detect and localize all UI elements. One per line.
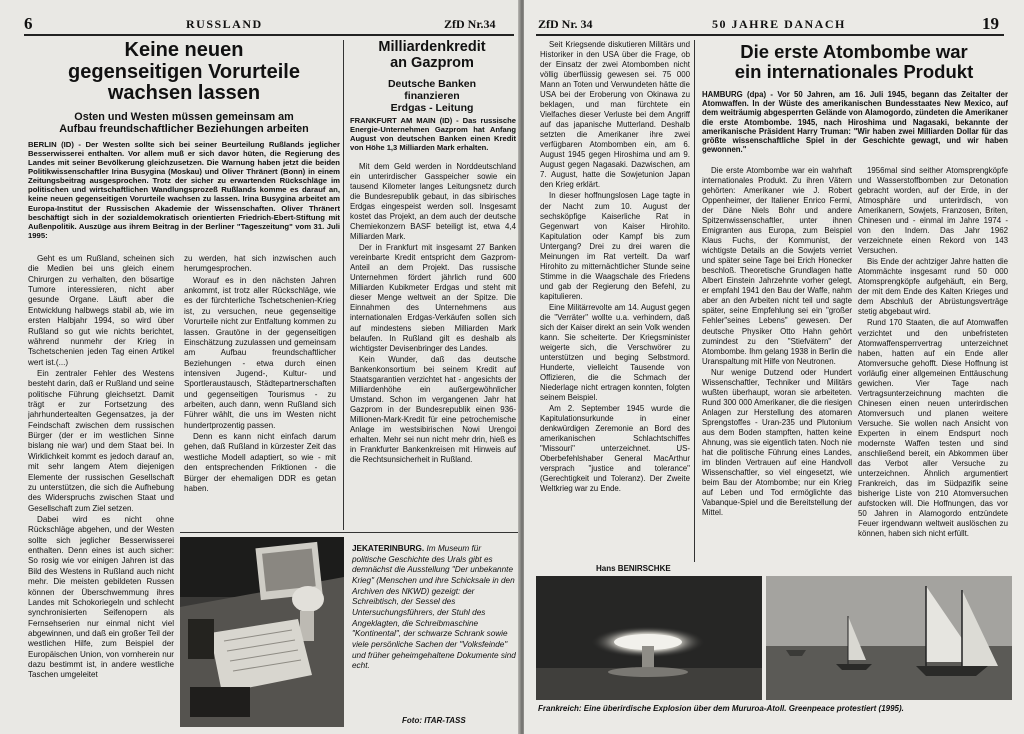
column-divider xyxy=(694,40,695,562)
paragraph: Kein Wunder, daß das deutsche Bankenkonsortium bei seinem Kredit auf Staatsgarantien verzichtet hat - angesichts der Milliardenhöhe ein außergewöhnlicher Umstand. Schon im vergangenen Jahr hat Gazprom in der Bundesrepublik einen 936-Millionen-Mark-Kredit für eine petrochemische Anlage im westsibirischen Nowi Urengoi erhalten. Mehr sei nun nicht mehr drin, hieß es in Frankfurter Bankenkreisen mit Hinweis auf die Rechtsunsicherheit in Rußland. xyxy=(350,354,516,464)
photo-top-rule xyxy=(180,532,518,533)
paragraph: Rund 170 Staaten, die auf Atomwaffen verzichtet und den unbefristeten Atomwaffensperrvertrag unterzeichnet haben, hatten auf ein Ende aller Atomversuche gehofft. Diese Hoffnung ist vorläufig einer allgemeinen Enttäuschung gewichen. Vier Tage nach Vertragsunterzeichnung machten die Chinesen einen neuen unterirdischen Atomversuch und planen weitere Versuche. Sie wollen nach Ansicht von Experten in einem Endspurt noch modernste Waffen testen und sind anschließend bereit, ein Abkommen über das Verbot aller Versuche zu unterzeichnen. Ähnlich argumentiert Frankreich, das im Südpazifik seine bisherige Liste von 210 Atomversuchen aufstocken will. Die Hoffnungen, das vor 50 Jahren in Alamogordo entzündete Feuer irgendwann weltweit auslöschen zu können, haben sich nicht erfüllt. xyxy=(858,318,1008,539)
article1-lead: BERLIN (ID) - Der Westen sollte sich bei seiner Beurteilung Rußlands jeglicher Besserwisserei enthalten. Vor allem muß er sich davor hüten, die Regierung des Landes mit seiner Bevölkerung gleichzusetzen. Die Warnung haben jetzt die beiden Politikwissenschaftler Irina Busygina (Moskau) und Oliver Thränert (Bonn) in einem Zeitungsbeitrag ausgesprochen. Trotz der sicher zu erwartenden Rückschläge im politischen und wirtschaftlichen Wandlungsprozeß Rußlands komme es darauf an, keine neuen gegenseitigen Vorurteile wachsen zu lassen. Irina Busygina arbeitet am Europa-Institut der Russischen Akademie der Wissenschaften. Oliver Thränert beschäftigt sich in der sozialdemokratisch orientierten Friedrich-Ebert-Stiftung mit Außenpolitik. Auszüge aus ihrem Beitrag in der Berliner "Tageszeitung" vom 31. Juli 1995: xyxy=(28,140,340,240)
right-section-title: 50 JAHRE DANACH xyxy=(712,17,846,31)
paragraph: Der in Frankfurt mit insgesamt 27 Banken vereinbarte Kredit entspricht dem Gazprom-Anteil an dem Projekt. Das russische Unternehmen fördert jährlich rund 600 Milliarden Kubikmeter Erdgas und steht mit dieser Menge weltweit an der Spitze. Die Einnahmen des Unternehmens aus internationalen Erdgas-Verkäufen sollen sich auf mindestens sieben Milliarden Mark belaufen. In Rußland gilt es deshalb als wichtigster Devisenbringer des Landes. xyxy=(350,243,516,353)
article1-column-1 xyxy=(28,254,174,732)
article2-subheadline-line: Deutsche Banken xyxy=(387,78,477,90)
explosion-photo xyxy=(536,576,762,700)
article1-headline-line: gegenseitigen Vorurteile xyxy=(68,60,300,83)
article2-headline-line: an Gazprom xyxy=(390,54,474,71)
paragraph: Geht es um Rußland, scheinen sich die Medien bei uns gleich einem Chirurgen zu verhalten, den bösartige Tumore interessieren, nicht aber gesunde Organe. Läuft aber die Entwicklung halbwegs stabil ab, wie im ersten Halbjahr 1994, so wird über Rußland so gut wie nichts berichtet, während nunmehr der Krieg in Tschetschenien jeden Tag einen Artikel wert ist.(...) xyxy=(28,254,174,367)
paragraph: Dabei wird es nicht ohne Rückschläge abgehen, und der Westen sollte sich jeglicher Besserwisserei enthalten. Denn eines ist auch sicher: So rosig wie vor einigen Jahren ist das Bild des Westens in Rußland auch nicht mehr. Die meisten gebildeten Russen können der Überschwemmung ihres Landes mit Schokoriegeln und schlecht synchronisierten Seifenopern als Fernsehserien nur einmal nicht viel abgewinnen, und daß ein großer Teil der westlichen Hilfe, zum Beispiel der Europäischen Union, von vornherein nur dazu bestimmt ist, in andere westliche Taschen umgeleitet xyxy=(28,514,174,680)
left-issue-label: ZfD Nr.34 xyxy=(444,17,496,31)
paragraph: Seit Kriegsende diskutieren Militärs und Historiker in den USA über die Frage, ob der Einsatz der zwei Atombomben nicht völlig überflüssig gewesen sei. 75 000 Mann an Toten und Verwundeten hätte die USA bei der Eroberung von Okinawa zu beklagen, und man fürchtete ein Vielfaches dieser Verluste bei dem Angriff auf das japanische Mutterland. Deshalb setzten die Amerikaner ihre zwei verfügbaren Atombomben ein, am 6. August 1945 gegen Hiroshima und am 9. August gegen Nagasaki. Dazwischen, am 7. August, hatte die Sowjetunion Japan den Krieg erklärt. xyxy=(540,40,690,190)
left-page-header xyxy=(0,14,520,34)
surrender-article-body xyxy=(540,40,690,560)
paragraph: zu werden, hat sich inzwischen auch herumgesprochen. xyxy=(184,254,336,274)
paragraph: Mit dem Geld werden in Norddeutschland ein unterirdischer Gasspeicher sowie ein tausend Kilometer langes Leitungsnetz durch die Bundesrepublik gebaut, in das sibirisches Erdgas eingespeist werden soll. Insgesamt kostet das Projekt, an dem auch der deutsche Chemiekonzern BASF beteiligt ist, etwa 4,4 Milliarden Mark. xyxy=(350,162,516,242)
article1-headline-line: Keine neuen xyxy=(124,39,244,61)
author-byline: Hans BENIRSCHKE xyxy=(596,564,671,573)
caption-text: Im Museum für politische Geschichte des Urals gibt es demnächst die Ausstellung "Der unbekannte Krieg" (Menschen und ihre Schicksale in den Archiven des NKWD) gezeigt: der Schreibtisch, der Sessel des Untersuchungsführers, der Stuhl des Angeklagten, die Schreibmaschine "Kontinental", der schwarze Schrank sowie viele persönliche Sachen der "Volksfeinde" und früher geheimgehaltene Dokumente sind echt. xyxy=(352,544,516,671)
left-header-rule xyxy=(24,34,514,36)
atom-lead: HAMBURG (dpa) - Vor 50 Jahren, am 16. Juli 1945, begann das Zeitalter der Atomwaffen. In der Wüste des amerikanischen Bundesstaates New Mexico, auf dem weiträumig abgesperrten Gelände von Alamogordo, zündeten die Amerikaner die erste Atombombe. 1945, nach Hiroshima und Nagasaki, bekannte der amerikanische Präsident Harry Truman: "Wir haben zwei Milliarden Dollar für das größte wissenschaftliche Spiel in der Geschichte gewagt, und wir haben gewonnen." xyxy=(702,90,1008,155)
paragraph: In dieser hoffnungslosen Lage tagte in der Nacht zum 10. August der sechsköpfige Kaiserliche Rat in Gegenwart von Kaiser Hirohito. Kapitulation oder Kampf bis zum Untergang? Drei zu drei waren die Meinungen im Rat verteilt. Da warf Hirohito zu mitternächtlicher Stunde seine Stimme in die Waagschale des Friedens und gab der Regierung den Befehl, zu kapitulieren. xyxy=(540,191,690,301)
greenpeace-photo-caption: Frankreich: Eine überirdische Explosion über dem Mururoa-Atoll. Greenpeace protestiert (1995). xyxy=(538,704,904,713)
left-section-title: RUSSLAND xyxy=(186,17,263,31)
paragraph: Denn es kann nicht einfach darum gehen, daß Rußland in kürzester Zeit das westliche Modell adaptiert, so wie - mit den entsprechenden Friktionen - die Bürger der ehemaligen DDR es getan haben. xyxy=(184,432,336,493)
column-divider xyxy=(343,40,344,530)
caption-place: JEKATERINBURG. xyxy=(352,544,425,553)
photo-credit: Foto: ITAR-TASS xyxy=(402,716,466,725)
right-page xyxy=(524,0,1024,734)
atom-headline xyxy=(698,42,1010,82)
right-page-header xyxy=(524,14,1024,34)
article1-headline-line: wachsen lassen xyxy=(107,82,261,105)
paragraph: Nur wenige Dutzend oder Hundert Wissenschaftler, Techniker und Militärs wußten überhaupt, woran sie arbeiteten. Rund 300 000 Amerikaner, die die riesigen Anlagen zur Herstellung des atomaren Sprengstoffes - Uran-235 und Plutonium aus dem Boden stampften, hatten keine Ahnung, was sie eigentlich taten. Noch nie hat die politische Führung eines Landes, im blinden Vertrauen auf eine Handvoll Wissenschaftler, so viel eingesetzt, wie beim Bau der Atombombe; nur ein Krieg auf Leben und Tod ermöglichte das Vabanque-Spiel und die Bereitstellung der Mittel. xyxy=(702,367,852,518)
museum-desk-photo xyxy=(180,537,344,727)
paragraph: Ein zentraler Fehler des Westens besteht darin, daß er Rußland und seine politische Führung gleichsetzt. Damit trägt er zur Fortsetzung des jahrhundertealten Gegensatzes, ja der Feindschaft zwischen dem russischen Bürger (der er im westlichen Sinne bislang nie war) und dem Staat bei. In Wirklichkeit kommt es jedoch darauf an, mit sehr langem Atem diejenigen Elemente der russischen Gesellschaft zu unterstützen, die sich die Aufhebung des Widerspruchs zwischen Staat und Gesellschaft zum Ziel setzen. xyxy=(28,368,174,513)
explosion-illustration xyxy=(536,576,762,700)
left-page-number: 6 xyxy=(24,14,33,33)
museum-photo-caption xyxy=(352,544,516,672)
paragraph: 1956mal sind seither Atomsprengköpfe und Wasserstoffbomben zur Detonation gebracht worden, auf der Erde, in der Atmosphäre und unterirdisch, von Amerikanern, Sowjets, Franzosen, Briten, Chinesen und - einmal im Jahre 1974 - von den Indern. Das Jahr 1962 verzeichnete einen Rekord von 143 Versuchen. xyxy=(858,166,1008,256)
right-issue-label: ZfD Nr. 34 xyxy=(538,17,593,31)
article1-headline xyxy=(26,40,342,105)
right-header-rule xyxy=(536,34,1004,36)
paragraph: Eine Militärrevolte am 14. August gegen die "Verräter" wollte u.a. verhindern, daß sich der Kaiser direkt an sein Volk wenden kann. Sie scheiterte. Der Kriegsminister weigerte sich, die Verschwörer zu unterstützen und beging Selbstmord. Hunderte, vielleicht Tausende von Offizieren, die die Schmach der Niederlage nicht ertragen konnten, folgten seinem Beispiel. xyxy=(540,302,690,403)
atom-headline-line: Die erste Atombombe war xyxy=(740,41,968,62)
atom-column-1 xyxy=(702,166,852,560)
article2-subheadline-line: finanzieren xyxy=(404,90,460,103)
article2-subheadline-line: Erdgas - Leitung xyxy=(390,102,474,115)
article2-headline-line: Milliardenkredit xyxy=(378,39,486,55)
right-page-number: 19 xyxy=(982,14,999,33)
atom-headline-line: ein internationales Produkt xyxy=(734,60,974,82)
article2-lead: FRANKFURT AM MAIN (ID) - Das russische Energie-Unternehmen Gazprom hat Anfang August von deutschen Banken einen Kredit von Höhe 1,3 Milliarden Mark erhalten. xyxy=(350,116,516,152)
paragraph: Worauf es in den nächsten Jahren ankommt, ist trotz aller Rückschläge, wie es der fürchterliche Tschetschenien-Krieg ist, zu versuchen, neue gegenseitige Vorurteile nicht zur Entfaltung kommen zu lassen. Grautöne in der gegenseitigen Einschätzung zuzulassen und gemeinsam am Aufbau freundschaftlicher Beziehungen - etwa durch einen intensiven Jugend-, Kultur- und Sportleraustausch, Städtepartnerschaften und gegenseitigen Tourismus - zu arbeiten, auch dann, wenn Rußland sich Führer wählt, die uns im Westen nicht hundertprozentig passen. xyxy=(184,275,336,430)
paragraph: Die erste Atombombe war ein wahrhaft internationales Produkt. Zu ihren Vätern gehörten: Amerikaner wie J. Robert Oppenheimer, der Italiener Enrico Fermi, der Däne Niels Bohr und andere Spitzenwissenschaftler, unter ihnen Emigranten aus Europa, zum Beispiel Klaus Fuchs, der Kommunist, der wichtigste Details an die Sowjets verriet und später seine Tage bei Erich Honecker beschloß. Theoretische Grundlagen hatte Albert Einstein Jahrzehnte vorher gelegt, er empfahl 1941 den Bau der Waffe, nahm aber an den Arbeiten nicht teil und sagte später, seine Empfehlung sei ein "großer Fehler"seines Lebens" gewesen. Der deutsche Physiker Otto Hahn gehört zumindest zu den "Stiefvätern" der Atombombe. Ihm gelang 1938 in Berlin die Uranspaltung mit Hilfe von Neutronen. xyxy=(702,166,852,366)
article2-subheadline xyxy=(347,78,517,114)
paragraph: Bis Ende der achtziger Jahre hatten die Atommächte insgesamt rund 50 000 Atomsprengköpfe aufgehäuft, ein Berg, der mit dem Ende des Kalten Krieges und dem Abschluß der Abrüstungsverträge stetig abgebaut wird. xyxy=(858,257,1008,317)
atom-column-2 xyxy=(858,166,1008,560)
greenpeace-photo xyxy=(766,576,1012,700)
article1-subheadline xyxy=(26,111,342,136)
article1-subheadline-line: Osten und Westen müssen gemeinsam am xyxy=(74,111,294,123)
desk-photo-illustration xyxy=(180,537,344,727)
paragraph: Am 2. September 1945 wurde die Kapitulationsurkunde in einer denkwürdigen Zeremonie an Bord des amerikanischen Schlachtschiffes "Missouri" unterzeichnet. US-Oberbefehlshaber General MacArthur versprach "justice and tolerance" (Gerechtigkeit und Toleranz). Der Zweite Weltkrieg war zu Ende. xyxy=(540,404,690,494)
article2-body xyxy=(350,162,516,532)
article1-column-2 xyxy=(184,254,336,524)
sailboat-illustration xyxy=(766,576,1012,700)
article2-headline xyxy=(347,40,517,71)
article1-subheadline-line: Aufbau freundschaftlicher Beziehungen arbeiten xyxy=(59,123,309,136)
